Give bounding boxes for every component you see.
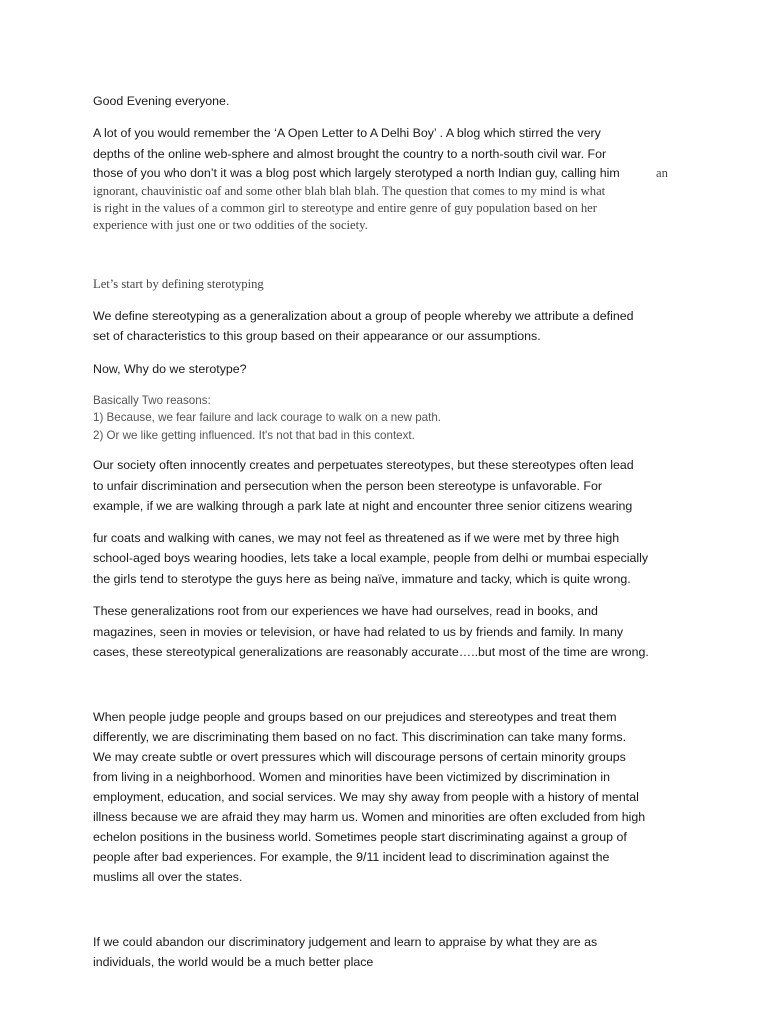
- paragraph-6-line-3: We may create subtle or overt pressures which will discourage persons of certain minority groups: [93, 750, 626, 764]
- paragraph-2-line-2: set of characteristics to this group based on their appearance or our assumptions.: [93, 329, 541, 343]
- paragraph-1-serif-line-3: is right in the values of a common girl to stereotype and entire genre of guy population based on her: [93, 201, 597, 215]
- paragraph-1-line-1: A lot of you would remember the ‘A Open Letter to A Delhi Boy’ . A blog which stirred the very: [93, 126, 601, 140]
- paragraph-1-serif-line-2: ignorant, chauvinistic oaf and some other blah blah blah. The question that comes to my mind is what: [93, 184, 606, 198]
- paragraph-6-line-4: from living in a neighborhood. Women and minorities have been victimized by discrimination in: [93, 770, 610, 784]
- paragraph-5-line-3: cases, these stereotypical generalizations are reasonably accurate…..but most of the time are wrong.: [93, 645, 649, 659]
- paragraph-6-line-8: people after bad experiences. For example, the 9/11 incident lead to discrimination against the: [93, 850, 610, 864]
- section-heading: Let’s start by defining sterotyping: [93, 277, 264, 291]
- reason-2: 2) Or we like getting influenced. It's not that bad in this context.: [93, 429, 415, 442]
- paragraph-2-line-1: We define stereotyping as a generalization about a group of people whereby we attribute a defined: [93, 309, 634, 323]
- paragraph-7-line-2: individuals, the world would be a much better place: [93, 955, 374, 969]
- paragraph-3-line-1: Our society often innocently creates and perpetuates stereotypes, but these stereotypes often lead: [93, 458, 634, 472]
- paragraph-3-line-2: to unfair discrimination and persecution when the person been stereotype is unfavorable. For: [93, 479, 603, 493]
- paragraph-4-line-3: the girls tend to sterotype the guys here as being naïve, immature and tacky, which is quite wrong.: [93, 572, 631, 586]
- reasons-intro: Basically Two reasons:: [93, 394, 211, 407]
- paragraph-6-line-1: When people judge people and groups based on our prejudices and stereotypes and treat them: [93, 710, 617, 724]
- paragraph-1-serif-line-1: an: [656, 166, 668, 180]
- paragraph-4-line-1: fur coats and walking with canes, we may not feel as threatened as if we were met by three high: [93, 531, 620, 545]
- paragraph-1-line-3: those of you who don’t it was a blog post which largely sterotyped a north Indian guy, calling him: [93, 166, 620, 180]
- paragraph-1-serif-line-4: experience with just one or two oddities of the society.: [93, 218, 368, 232]
- paragraph-6-line-2: differently, we are discriminating them based on no fact. This discrimination can take many forms.: [93, 730, 627, 744]
- greeting-line: Good Evening everyone.: [93, 94, 230, 108]
- reason-1: 1) Because, we fear failure and lack courage to walk on a new path.: [93, 411, 442, 424]
- paragraph-6-line-6: illness because we are afraid they may harm us. Women and minorities are often excluded from high: [93, 810, 646, 824]
- paragraph-6-line-9: muslims all over the states.: [93, 870, 243, 884]
- paragraph-6-line-7: echelon positions in the business world. Sometimes people start discriminating against a group of: [93, 830, 627, 844]
- question-line: Now, Why do we sterotype?: [93, 362, 247, 376]
- paragraph-7-line-1: If we could abandon our discriminatory judgement and learn to appraise by what they are as: [93, 935, 598, 949]
- paragraph-3-line-3: example, if we are walking through a park late at night and encounter three senior citizens wearing: [93, 499, 633, 513]
- paragraph-6-line-5: employment, education, and social services. We may shy away from people with a history of mental: [93, 790, 639, 804]
- paragraph-4-line-2: school-aged boys wearing hoodies, lets take a local example, people from delhi or mumbai especially: [93, 551, 649, 565]
- paragraph-5-line-2: magazines, seen in movies or television, or have had related to us by friends and family. In many: [93, 625, 624, 639]
- paragraph-5-line-1: These generalizations root from our experiences we have had ourselves, read in books, and: [93, 604, 598, 618]
- paragraph-1-line-2: depths of the online web-sphere and almost brought the country to a north-south civil war. For: [93, 147, 607, 161]
